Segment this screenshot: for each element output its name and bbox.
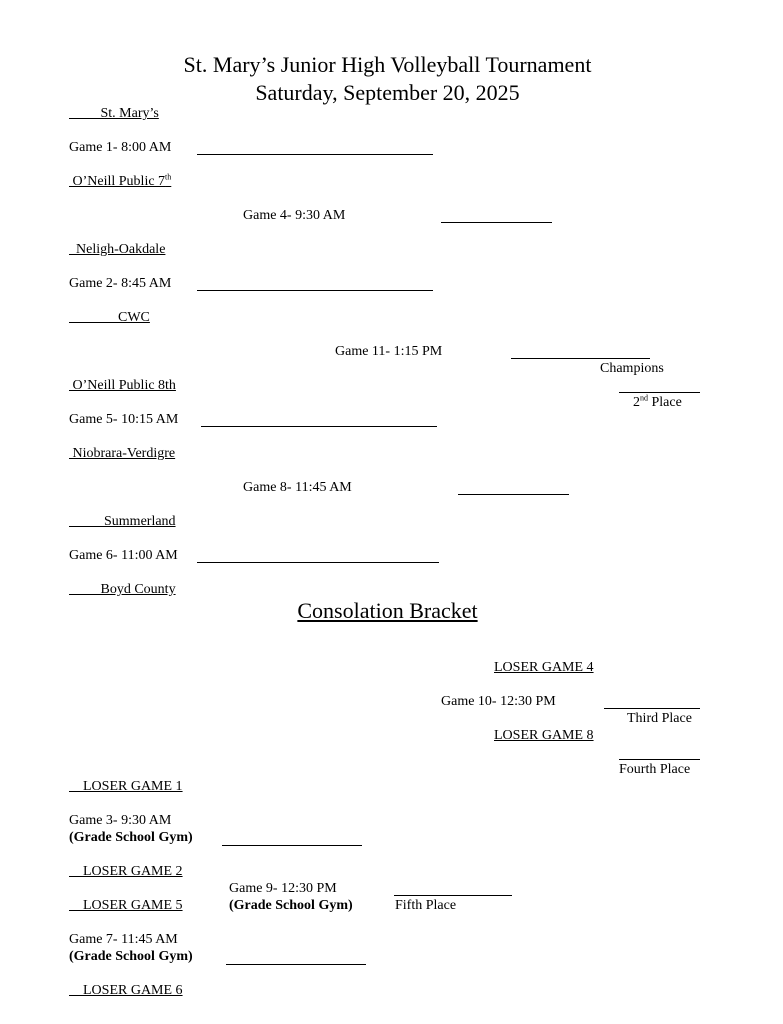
page-title: St. Mary’s Junior High Volleyball Tournament xyxy=(183,52,592,77)
loser-game-6 xyxy=(69,983,183,999)
fourth-place-label: Fourth Place xyxy=(619,762,691,777)
team-niobrara-verdigre-label: Niobrara-Verdigre xyxy=(72,446,176,461)
game-6-winner-line xyxy=(197,562,439,563)
game-8-label: Game 8- 11:45 AM xyxy=(243,480,352,495)
game-9-location: (Grade School Gym) xyxy=(229,898,353,913)
team-cwc xyxy=(69,310,150,326)
loser-game-5 xyxy=(69,898,183,914)
game-2-label: Game 2- 8:45 AM xyxy=(69,276,172,291)
second-place-label xyxy=(633,395,682,411)
game-9-label: Game 9- 12:30 PM xyxy=(229,881,337,896)
loser-game-4: LOSER GAME 4 xyxy=(494,660,594,675)
game-7-location: (Grade School Gym) xyxy=(69,949,193,964)
second-place-number: 2 xyxy=(633,395,640,410)
game-5-label: Game 5- 10:15 AM xyxy=(69,412,179,427)
third-place-label: Third Place xyxy=(627,711,692,726)
game-1-label: Game 1- 8:00 AM xyxy=(69,140,172,155)
game-8-winner-line xyxy=(458,494,569,495)
game-3-label: Game 3- 9:30 AM xyxy=(69,813,172,828)
team-oneill-7th xyxy=(69,174,171,190)
team-boyd-county xyxy=(69,582,176,598)
game-6-label: Game 6- 11:00 AM xyxy=(69,548,178,563)
second-place-line xyxy=(619,392,700,393)
loser-game-6-label: LOSER GAME 6 xyxy=(83,983,183,998)
team-st-marys-label: St. Mary’s xyxy=(100,106,159,121)
loser-game-1 xyxy=(69,779,183,795)
fifth-place-label: Fifth Place xyxy=(395,898,457,913)
team-st-marys xyxy=(69,106,159,122)
loser-game-8: LOSER GAME 8 xyxy=(494,728,594,743)
game-10-label: Game 10- 12:30 PM xyxy=(441,694,556,709)
team-neligh-oakdale xyxy=(69,242,165,258)
team-neligh-oakdale-label: Neligh-Oakdale xyxy=(76,242,166,257)
game-11-label: Game 11- 1:15 PM xyxy=(335,344,443,359)
team-summerland xyxy=(69,514,176,530)
consolation-heading: Consolation Bracket xyxy=(297,598,478,623)
team-oneill-7th-label: O’Neill Public 7 xyxy=(72,174,166,189)
game-2-winner-line xyxy=(197,290,433,291)
team-boyd-county-label: Boyd County xyxy=(100,582,176,597)
game-3-winner-line xyxy=(222,845,362,846)
game-7-winner-line xyxy=(226,964,366,965)
champions-label: Champions xyxy=(600,361,664,376)
game-3-location: (Grade School Gym) xyxy=(69,830,193,845)
game-1-winner-line xyxy=(197,154,433,155)
third-place-line xyxy=(604,708,700,709)
game-4-winner-line xyxy=(441,222,552,223)
game-5-winner-line xyxy=(201,426,437,427)
team-oneill-8th xyxy=(69,378,176,394)
game-4-label: Game 4- 9:30 AM xyxy=(243,208,346,223)
fourth-place-line xyxy=(619,759,700,760)
fifth-place-line xyxy=(394,895,512,896)
page-subtitle-date: Saturday, September 20, 2025 xyxy=(255,80,520,105)
team-summerland-label: Summerland xyxy=(104,514,176,529)
game-7-label: Game 7- 11:45 AM xyxy=(69,932,178,947)
team-niobrara-verdigre xyxy=(69,446,175,462)
loser-game-1-label: LOSER GAME 1 xyxy=(83,779,183,794)
loser-game-2-label: LOSER GAME 2 xyxy=(83,864,183,879)
team-cwc-label: CWC xyxy=(118,310,150,325)
loser-game-5-label: LOSER GAME 5 xyxy=(83,898,183,913)
loser-game-2 xyxy=(69,864,183,880)
team-oneill-7th-sup: th xyxy=(165,172,172,182)
champions-line xyxy=(511,358,650,359)
second-place-sup: nd xyxy=(640,393,648,403)
team-oneill-8th-label: O’Neill Public 8th xyxy=(72,378,176,393)
second-place-word: Place xyxy=(648,395,682,410)
